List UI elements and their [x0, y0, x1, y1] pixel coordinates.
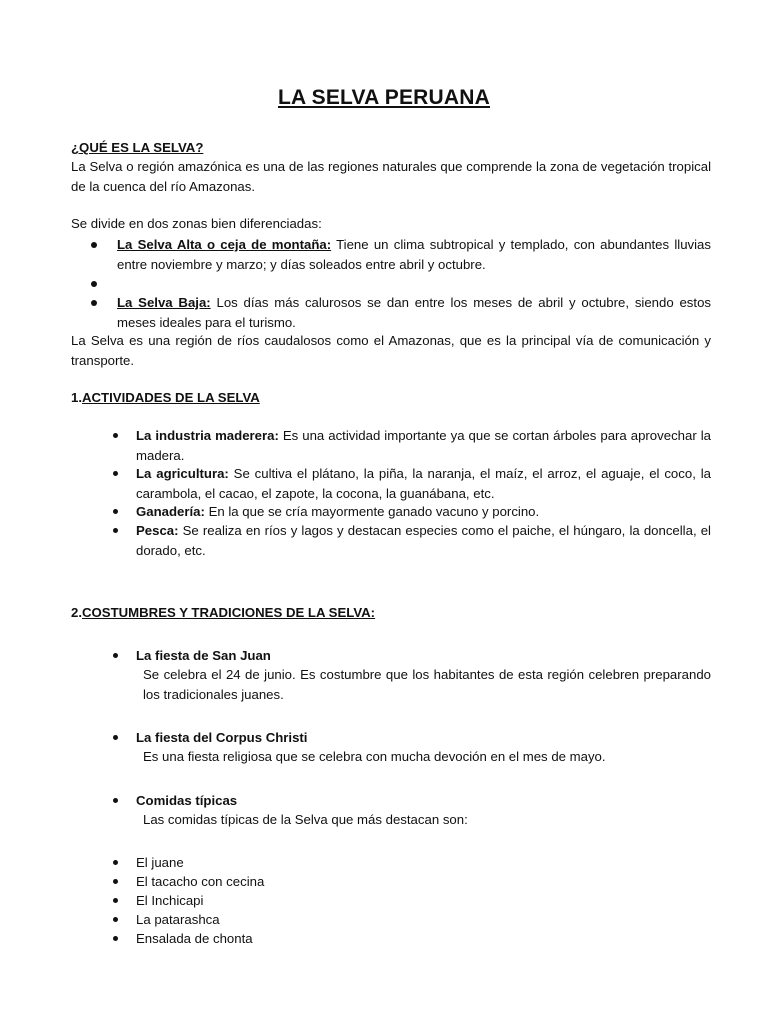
list-item-costumbre-san-juan [0, 646, 768, 706]
section-heading-text: ACTIVIDADES DE LA SELVA [82, 390, 260, 405]
item-text: Es una actividad importante ya que se cortan árboles para aprovechar la madera. [136, 428, 711, 463]
bullet-icon [113, 898, 118, 903]
item-term: Ganadería: [136, 504, 205, 519]
item-text: Se cultiva el plátano, la piña, la naranja, el maíz, el arroz, el aguaje, el coco, la carambola, el cacao, el zapote, la cocona, la guanábana, etc. [136, 466, 711, 501]
heading-que-es-text: ¿QUÉ ES LA SELVA? [71, 140, 204, 155]
list-item-text [136, 521, 711, 560]
list-item-food [0, 910, 768, 930]
list-item-text [136, 502, 711, 522]
food-label: La patarashca [136, 912, 220, 927]
list-item-food [0, 853, 768, 873]
list-item-zone-1 [0, 235, 768, 275]
list-item-food [0, 929, 768, 949]
bullet-icon [91, 242, 97, 248]
food-label: El tacacho con cecina [136, 874, 265, 889]
paragraph-closing: La Selva es una región de ríos caudalosos como el Amazonas, que es la principal vía de comunicación y transporte. [71, 333, 711, 368]
section-heading-text: COSTUMBRES Y TRADICIONES DE LA SELVA: [82, 605, 376, 620]
food-label: Ensalada de chonta [136, 931, 253, 946]
section-number: 2. [71, 605, 82, 620]
bullet-icon [113, 528, 118, 533]
bullet-icon [113, 653, 118, 658]
section-number: 1. [71, 390, 82, 405]
bullet-icon [113, 735, 118, 740]
list-item-text [117, 293, 711, 332]
item-term: La industria maderera: [136, 428, 279, 443]
item-term: La agricultura: [136, 466, 229, 481]
list-item-term [136, 728, 711, 748]
paragraph-definition: La Selva o región amazónica es una de las regiones naturales que comprende la zona de vegetación tropical de la cuenca del río Amazonas. [71, 159, 711, 194]
list-item-actividad-1 [0, 426, 768, 466]
section-heading-actividades [71, 388, 711, 408]
item-term: La fiesta del Corpus Christi [136, 730, 308, 745]
list-item-food [0, 891, 768, 911]
food-label: El juane [136, 855, 184, 870]
list-item-zone-empty [0, 274, 768, 294]
list-item-food [0, 872, 768, 892]
zone-term: La Selva Baja: [117, 295, 211, 310]
bullet-icon [113, 879, 118, 884]
item-term: Comidas típicas [136, 793, 238, 808]
bullet-icon [113, 917, 118, 922]
list-item-description: Es una fiesta religiosa que se celebra con mucha devoción en el mes de mayo. [143, 749, 606, 764]
list-item-actividad-4 [0, 521, 768, 561]
item-text: En la que se cría mayormente ganado vacuno y porcino. [204, 504, 540, 519]
section-heading-que-es [71, 138, 711, 158]
zone-text: Los días más calurosos se dan entre los meses de abril y octubre, siendo estos meses ideales para el turismo. [117, 295, 711, 330]
bullet-icon [113, 798, 118, 803]
list-item-description: Se celebra el 24 de junio. Es costumbre que los habitantes de esta región celebren preparando los tradicionales juanes. [143, 667, 711, 702]
section-heading-costumbres [71, 603, 711, 623]
bullet-icon [113, 936, 118, 941]
list-item-description: Las comidas típicas de la Selva que más destacan son: [143, 812, 468, 827]
bullet-icon [91, 281, 97, 287]
bullet-icon [113, 860, 118, 865]
bullet-icon [113, 509, 118, 514]
zone-text: Tiene un clima subtropical y templado, con abundantes lluvias entre noviembre y marzo; y días soleados entre abril y octubre. [117, 237, 711, 272]
bullet-icon [91, 300, 97, 306]
list-item-term [136, 791, 711, 811]
food-label: El Inchicapi [136, 893, 204, 908]
list-item-actividad-3 [0, 502, 768, 522]
bullet-icon [113, 471, 118, 476]
item-term: La fiesta de San Juan [136, 648, 271, 663]
list-item-costumbre-comidas [0, 791, 768, 831]
item-term: Pesca: [136, 523, 179, 538]
page-title: LA SELVA PERUANA [277, 86, 491, 109]
list-item-text [136, 426, 711, 465]
item-text: Se realiza en ríos y lagos y destacan especies como el paiche, el húngaro, la doncella, el dorado, etc. [136, 523, 711, 558]
list-item-costumbre-corpus [0, 728, 768, 768]
list-item-actividad-2 [0, 464, 768, 504]
list-item-text [117, 235, 711, 274]
bullet-icon [113, 433, 118, 438]
list-item-term [136, 646, 711, 666]
list-item-zone-2 [0, 293, 768, 333]
list-item-text [136, 464, 711, 503]
zone-term: La Selva Alta o ceja de montaña: [117, 237, 332, 252]
paragraph-divide-intro: Se divide en dos zonas bien diferenciadas: [71, 216, 322, 231]
